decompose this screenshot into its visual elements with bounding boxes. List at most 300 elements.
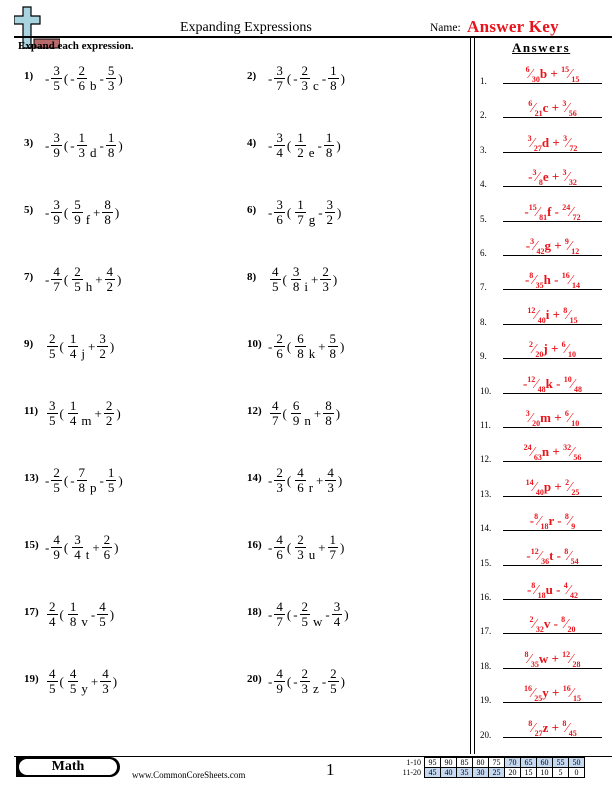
variable: t	[549, 547, 554, 563]
numerator: 4	[49, 666, 56, 681]
answer-line	[503, 186, 602, 187]
sign: -	[45, 204, 50, 220]
numerator: 1	[78, 130, 86, 145]
score-row	[395, 768, 585, 778]
fraction-slash: ⁄	[571, 376, 575, 392]
answer-text	[503, 685, 602, 702]
numerator: 6	[525, 65, 530, 74]
numerator: 7	[78, 465, 86, 480]
fraction-slash: ⁄	[570, 651, 573, 667]
fraction-slash: ⁄	[528, 651, 531, 667]
operator: +	[548, 169, 563, 185]
numerator: 1	[297, 130, 304, 145]
denominator: 4	[276, 145, 283, 160]
denominator: 2	[99, 346, 106, 361]
sign: -	[293, 673, 298, 689]
score-row-label: 11-20	[402, 768, 421, 777]
paren-close: )	[332, 271, 338, 287]
numerator: 8	[531, 581, 536, 590]
coefficient-fraction	[51, 64, 62, 93]
operator: -	[317, 137, 322, 153]
numerator: 1	[329, 532, 337, 547]
score-cell: 35	[457, 768, 473, 778]
numerator: 6	[297, 331, 304, 346]
paren-open: (	[282, 271, 287, 287]
problem-item	[24, 533, 234, 573]
answer-number: 15.	[480, 557, 492, 568]
answer-item	[480, 161, 610, 191]
numerator: 8	[534, 512, 539, 522]
answer-item	[480, 299, 610, 329]
paren-open: (	[59, 338, 64, 354]
fraction-slash: ⁄	[571, 445, 574, 461]
instructions: Expand each expression.	[18, 40, 134, 52]
numerator: 3	[49, 398, 56, 413]
numerator: 4	[272, 264, 279, 279]
answer-item	[480, 230, 610, 260]
numerator: 4	[53, 264, 60, 279]
numerator: 3	[563, 133, 568, 143]
coefficient-fraction	[47, 667, 58, 696]
sign: -	[526, 547, 531, 563]
denominator: 6	[78, 78, 86, 93]
sign: -	[525, 238, 531, 253]
score-cell: 90	[441, 758, 457, 768]
problem-number: 17)	[24, 606, 39, 618]
paren-open: (	[63, 472, 69, 488]
problem-item	[247, 466, 457, 506]
sign: -	[268, 673, 273, 689]
denominator: 5	[53, 78, 60, 93]
denominator: 45	[568, 728, 577, 738]
numerator: 16	[562, 684, 571, 694]
variable: u	[545, 582, 553, 597]
problem-number: 6)	[247, 204, 257, 216]
problem-item	[24, 64, 234, 104]
sign: -	[268, 137, 273, 153]
operator: +	[318, 338, 326, 354]
constant-fraction	[104, 399, 115, 428]
denominator: 5	[49, 346, 56, 361]
problem-item	[247, 265, 457, 305]
fraction-slash: ⁄	[568, 514, 572, 530]
numerator: 5	[107, 63, 115, 78]
expression	[267, 332, 345, 361]
score-cell: 45	[425, 768, 441, 778]
answer-number: 17.	[480, 626, 492, 637]
constant-fraction	[106, 131, 117, 160]
denominator: 9	[53, 212, 60, 227]
paren-close: )	[340, 338, 345, 354]
denominator: 35	[530, 659, 539, 669]
paren-close: )	[340, 70, 345, 86]
answer-text	[503, 548, 602, 565]
numerator: 1	[69, 398, 77, 413]
denominator: 3	[297, 547, 304, 562]
problem-number: 9)	[24, 338, 34, 350]
expression	[267, 198, 342, 227]
answer-text	[503, 513, 602, 530]
numerator: 8	[325, 398, 332, 413]
answer-line	[503, 152, 602, 153]
variable: v	[81, 613, 88, 629]
problem-number: 4)	[247, 137, 257, 149]
numerator: 2	[301, 599, 309, 614]
expression	[267, 131, 342, 160]
answer-item	[480, 402, 610, 432]
expression	[267, 265, 338, 294]
numerator: 2	[74, 264, 81, 279]
answer-text	[503, 341, 602, 358]
denominator: 72	[572, 212, 581, 222]
answer-line	[503, 737, 602, 738]
denominator: 20	[567, 625, 576, 635]
score-cell: 10	[537, 768, 553, 778]
denominator: 7	[276, 614, 283, 629]
term-fraction	[295, 466, 306, 495]
constant-fraction	[328, 533, 339, 562]
numerator: 4	[276, 599, 283, 614]
operator: +	[547, 66, 562, 81]
variable: u	[308, 546, 316, 562]
variable: t	[85, 546, 90, 562]
denominator: 7	[329, 547, 337, 562]
denominator: 8	[538, 178, 543, 188]
sign: -	[268, 472, 273, 488]
denominator: 28	[572, 659, 581, 669]
operator: -	[99, 137, 104, 153]
paren-close: )	[112, 673, 118, 689]
term-fraction	[68, 399, 79, 428]
denominator: 14	[572, 281, 581, 291]
paren-close: )	[344, 606, 349, 622]
answer-number: 9.	[480, 351, 487, 362]
expression	[44, 667, 118, 696]
operator: -	[552, 375, 564, 391]
numerator: 8	[562, 718, 567, 728]
problem-item	[24, 131, 234, 171]
sign: -	[526, 582, 532, 597]
denominator: 20	[535, 350, 544, 360]
numerator: 4	[69, 666, 77, 681]
numerator: 4	[276, 666, 283, 681]
coefficient-fraction	[47, 332, 58, 361]
sign: -	[268, 338, 273, 354]
fraction-slash: ⁄	[570, 204, 573, 220]
fraction-slash: ⁄	[568, 239, 572, 254]
denominator: 48	[574, 384, 583, 394]
operator: -	[99, 70, 104, 86]
score-cell: 60	[537, 758, 553, 768]
variable: p	[543, 478, 552, 494]
answer-line	[503, 427, 602, 428]
answer-line	[503, 255, 602, 256]
denominator: 4	[69, 413, 77, 428]
answer-line	[503, 324, 602, 325]
paren-close: )	[109, 606, 115, 622]
denominator: 5	[330, 681, 337, 696]
sign: -	[70, 137, 75, 153]
sign: -	[70, 70, 75, 86]
denominator: 5	[49, 681, 56, 696]
denominator: 7	[297, 212, 304, 227]
problem-number: 10)	[247, 338, 262, 350]
denominator: 9	[53, 547, 60, 562]
score-cell: 40	[441, 768, 457, 778]
denominator: 9	[276, 681, 283, 696]
denominator: 40	[537, 315, 546, 325]
answer-number: 11.	[480, 420, 491, 430]
score-cell: 30	[473, 768, 489, 778]
fraction-slash: ⁄	[566, 720, 569, 736]
denominator: 3	[102, 681, 109, 696]
answer-item	[480, 540, 610, 570]
operator: +	[95, 271, 103, 287]
answer-item	[480, 196, 610, 226]
problem-item	[247, 332, 457, 372]
numerator: 2	[78, 63, 86, 78]
numerator: 2	[529, 615, 534, 625]
numerator: 2	[49, 331, 56, 346]
sign: -	[45, 137, 50, 153]
name-value: Answer Key	[467, 17, 559, 36]
term-fraction	[300, 64, 311, 93]
answer-line	[503, 358, 602, 359]
operator: -	[325, 606, 330, 622]
score-row	[395, 758, 585, 768]
numerator: 5	[329, 331, 337, 346]
answer-item	[480, 58, 610, 88]
variable: m	[81, 412, 92, 428]
coefficient-fraction	[274, 332, 285, 361]
paren-close: )	[114, 204, 120, 220]
coefficient-fraction	[274, 667, 285, 696]
term-fraction	[72, 198, 83, 227]
denominator: 2	[105, 413, 113, 428]
fraction-slash: ⁄	[536, 204, 540, 220]
term-fraction	[72, 265, 83, 294]
numerator: 2	[49, 599, 56, 614]
constant-fraction	[323, 399, 334, 428]
denominator: 7	[53, 279, 60, 294]
fraction-slash: ⁄	[570, 686, 574, 702]
coefficient-fraction	[270, 399, 281, 428]
denominator: 32	[568, 178, 577, 188]
score-cell: 15	[521, 768, 537, 778]
denominator: 15	[573, 694, 582, 704]
problem-item	[24, 466, 234, 506]
denominator: 8	[292, 279, 300, 294]
header-rule	[14, 36, 612, 38]
denominator: 15	[571, 75, 580, 84]
denominator: 25	[571, 487, 580, 497]
denominator: 12	[571, 247, 580, 256]
numerator: 3	[74, 532, 81, 547]
operator: -	[318, 204, 323, 220]
problem-number: 16)	[247, 539, 262, 551]
expression	[267, 600, 350, 629]
sign: -	[268, 539, 273, 555]
fraction-slash: ⁄	[565, 342, 568, 358]
constant-fraction	[325, 198, 336, 227]
site-url: www.CommonCoreSheets.com	[132, 770, 246, 780]
denominator: 2	[106, 279, 114, 294]
paren-open: (	[286, 606, 292, 622]
paren-open: (	[286, 673, 292, 689]
answer-line	[503, 565, 602, 566]
numerator: 3	[99, 331, 106, 346]
variable: c	[313, 77, 319, 93]
answer-item	[480, 677, 610, 707]
problem-number: 1)	[24, 70, 34, 82]
denominator: 63	[533, 453, 542, 463]
numerator: 1	[330, 63, 337, 78]
problem-item	[247, 399, 457, 439]
variable: n	[541, 444, 550, 460]
coefficient-fraction	[274, 600, 285, 629]
problem-number: 14)	[247, 472, 262, 484]
numerator: 2	[276, 465, 283, 480]
numerator: 6	[561, 340, 566, 350]
score-cell: 85	[457, 758, 473, 768]
worksheet-title: Expanding Expressions	[180, 20, 312, 35]
denominator: 3	[78, 145, 86, 160]
coefficient-fraction	[274, 198, 285, 227]
answer-number: 18.	[480, 660, 492, 671]
paren-close: )	[337, 472, 343, 488]
expression	[44, 198, 120, 227]
paren-open: (	[59, 606, 64, 622]
fraction-slash: ⁄	[565, 617, 568, 633]
problem-number: 2)	[247, 70, 257, 82]
answer-number: 20.	[480, 729, 492, 740]
variable: e	[308, 144, 315, 160]
denominator: 5	[301, 614, 309, 629]
answer-line	[503, 702, 602, 703]
numerator: 14	[525, 477, 534, 487]
variable: g	[544, 238, 551, 253]
numerator: 1	[107, 130, 115, 145]
denominator: 4	[74, 547, 81, 562]
sign: -	[268, 204, 273, 220]
numerator: 3	[530, 237, 535, 246]
denominator: 40	[535, 487, 544, 497]
score-cell: 20	[505, 768, 521, 778]
answer-text	[503, 307, 602, 324]
denominator: 9	[53, 145, 60, 160]
answer-item	[480, 264, 610, 294]
denominator: 15	[569, 315, 578, 325]
expression	[267, 466, 343, 495]
paren-close: )	[117, 271, 122, 287]
fraction-slash: ⁄	[532, 720, 535, 736]
numerator: 8	[104, 197, 111, 212]
fraction-slash: ⁄	[533, 479, 536, 495]
answer-text	[503, 135, 602, 152]
coefficient-fraction	[274, 466, 285, 495]
numerator: 2	[301, 63, 309, 78]
denominator: 2	[297, 145, 304, 160]
numerator: 8	[564, 546, 569, 556]
answer-line	[503, 221, 602, 222]
coefficient-fraction	[270, 265, 281, 294]
score-row-label: 1-10	[406, 758, 421, 767]
denominator: 6	[297, 480, 304, 495]
constant-fraction	[325, 466, 336, 495]
constant-fraction	[106, 466, 117, 495]
term-fraction	[68, 332, 79, 361]
problem-number: 7)	[24, 271, 34, 283]
variable: d	[90, 144, 97, 160]
coefficient-fraction	[51, 265, 62, 294]
variable: v	[543, 616, 551, 632]
numerator: 2	[301, 666, 309, 681]
numerator: 4	[276, 532, 283, 547]
name-label: Name:	[430, 22, 461, 34]
problem-number: 19)	[24, 673, 39, 685]
operator: +	[548, 719, 563, 735]
denominator: 9	[74, 212, 81, 227]
score-cell: 0	[569, 768, 585, 778]
numerator: 12	[562, 649, 571, 659]
constant-fraction	[97, 600, 108, 629]
term-fraction	[295, 533, 306, 562]
operator: -	[552, 582, 564, 597]
denominator: 56	[568, 109, 577, 119]
sign: -	[45, 70, 50, 86]
fraction-slash: ⁄	[533, 342, 536, 358]
fraction-slash: ⁄	[568, 548, 571, 564]
answer-item	[480, 92, 610, 122]
expression	[44, 265, 122, 294]
operator: -	[553, 547, 565, 563]
answer-item	[480, 127, 610, 157]
denominator: 5	[49, 413, 56, 428]
fraction-slash: ⁄	[567, 307, 570, 323]
numerator: 4	[563, 581, 568, 590]
coefficient-fraction	[47, 600, 58, 629]
sign: -	[528, 169, 533, 185]
denominator: 42	[570, 591, 579, 600]
paren-close: )	[337, 204, 342, 220]
answer-line	[503, 496, 602, 497]
sign: -	[45, 472, 50, 488]
numerator: 2	[322, 264, 329, 279]
paren-close: )	[118, 70, 123, 86]
score-cell: 65	[521, 758, 537, 768]
answer-text	[503, 410, 602, 427]
paren-open: (	[63, 271, 69, 287]
fraction-slash: ⁄	[569, 479, 572, 495]
answers-heading: Answers	[512, 40, 571, 55]
score-cell: 80	[473, 758, 489, 768]
paren-close: )	[109, 338, 115, 354]
denominator: 8	[330, 78, 337, 93]
numerator: 3	[525, 409, 530, 418]
fraction-slash: ⁄	[566, 101, 569, 117]
numerator: 1	[69, 331, 77, 346]
paren-open: (	[286, 472, 292, 488]
variable: g	[308, 211, 316, 227]
answer-number: 14.	[480, 523, 492, 534]
denominator: 27	[533, 143, 542, 153]
variable: y	[542, 685, 549, 701]
numerator: 4	[327, 465, 334, 480]
problem-number: 3)	[24, 137, 34, 149]
numerator: 15	[561, 65, 570, 74]
fraction-slash: ⁄	[536, 170, 539, 186]
denominator: 4	[69, 346, 77, 361]
